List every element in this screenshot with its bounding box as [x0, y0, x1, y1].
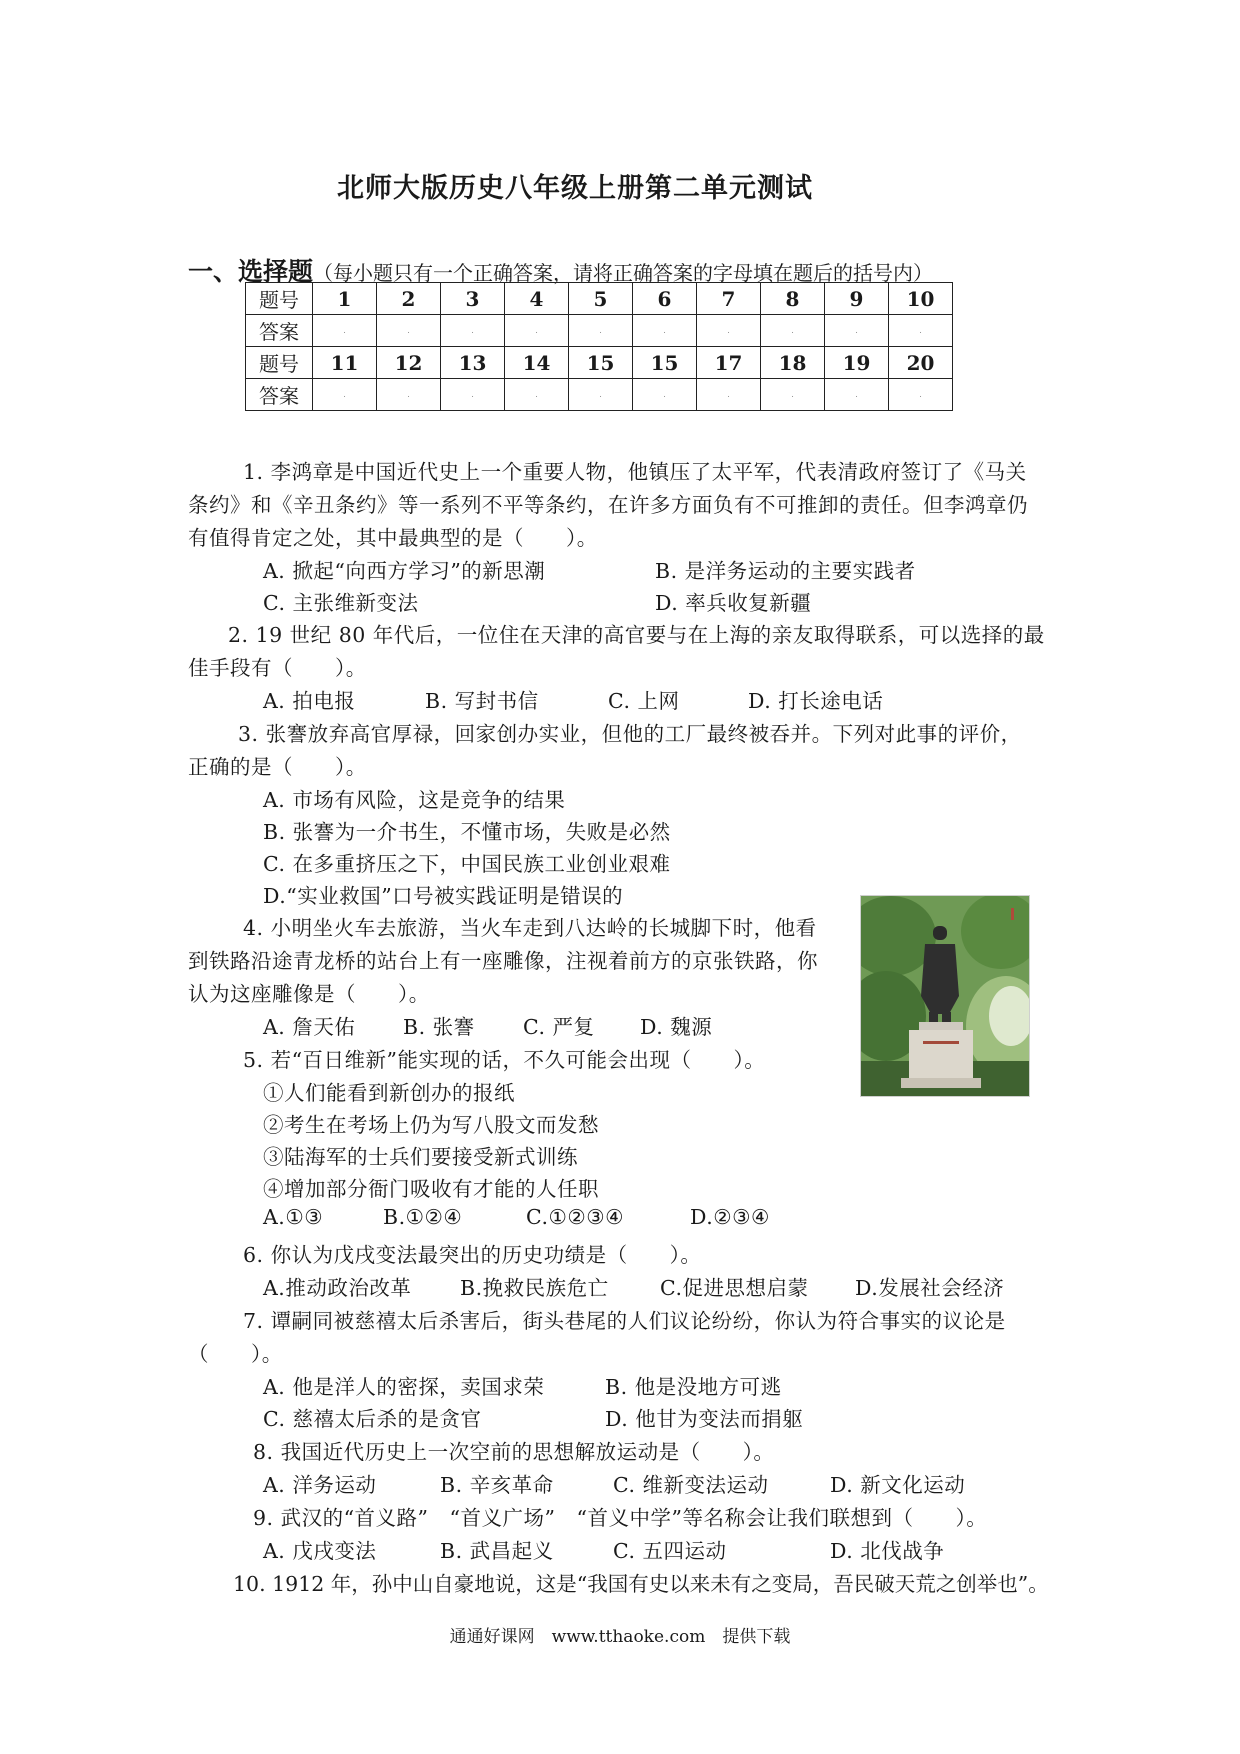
answer-cell[interactable]: . [697, 379, 761, 411]
num-cell: 15 [569, 347, 633, 379]
q8-option-b[interactable]: B. 辛亥革命 [440, 1473, 554, 1497]
num-cell: 18 [761, 347, 825, 379]
answer-cell[interactable]: . [569, 315, 633, 347]
num-cell: 19 [825, 347, 889, 379]
ans-label: 答案 [246, 315, 313, 347]
q5-item: ③陆海军的士兵们要接受新式训练 [263, 1145, 578, 1169]
q7-line: 7. 谭嗣同被慈禧太后杀害后，街头巷尾的人们议论纷纷，你认为符合事实的议论是 [243, 1309, 1006, 1333]
num-cell: 5 [569, 283, 633, 315]
num-cell: 2 [377, 283, 441, 315]
q7-option-b[interactable]: B. 他是没地方可逃 [605, 1375, 782, 1399]
answer-cell[interactable]: . [761, 315, 825, 347]
q1-option-b[interactable]: B. 是洋务运动的主要实践者 [655, 559, 916, 583]
answer-cell[interactable]: . [313, 315, 377, 347]
num-cell: 15 [633, 347, 697, 379]
num-cell: 12 [377, 347, 441, 379]
q5-option-c[interactable]: C.①②③④ [526, 1205, 624, 1229]
q2-option-b[interactable]: B. 写封书信 [425, 689, 539, 713]
q7-option-d[interactable]: D. 他甘为变法而捐躯 [605, 1407, 804, 1431]
page-title: 北师大版历史八年级上册第二单元测试 [337, 173, 813, 204]
answer-cell[interactable]: . [889, 379, 953, 411]
q8-option-d[interactable]: D. 新文化运动 [830, 1473, 966, 1497]
num-cell: 3 [441, 283, 505, 315]
answer-cell[interactable]: . [825, 379, 889, 411]
q4-line: 到铁路沿途青龙桥的站台上有一座雕像，注视着前方的京张铁路，你 [188, 949, 818, 973]
q1-line: 条约》和《辛丑条约》等一系列不平等条约，在许多方面负有不可推卸的责任。但李鸿章仍 [188, 493, 1028, 517]
answer-table-row-num-2 [246, 347, 953, 379]
section-title: 一、选择题 [188, 257, 314, 286]
q4-option-a[interactable]: A. 詹天佑 [263, 1015, 356, 1039]
ans-label: 答案 [246, 379, 313, 411]
num-cell: 14 [505, 347, 569, 379]
q7-line: （ ）。 [188, 1342, 283, 1366]
q9-option-c[interactable]: C. 五四运动 [613, 1539, 727, 1563]
answer-cell[interactable]: . [633, 315, 697, 347]
q9-option-a[interactable]: A. 戊戌变法 [263, 1539, 377, 1563]
answer-table-row-num-1 [246, 283, 953, 315]
section-note: （每小题只有一个正确答案，请将正确答案的字母填在题后的括号内） [313, 261, 934, 285]
q4-line: 认为这座雕像是（ ）。 [188, 982, 430, 1006]
num-cell: 8 [761, 283, 825, 315]
q6-option-d[interactable]: D.发展社会经济 [855, 1276, 1005, 1300]
answer-cell[interactable]: . [377, 379, 441, 411]
q8-option-c[interactable]: C. 维新变法运动 [613, 1473, 769, 1497]
q2-line: 2. 19 世纪 80 年代后，一位住在天津的高官要与在上海的亲友取得联系，可以选择的最 [228, 623, 1045, 647]
q6-option-c[interactable]: C.促进思想启蒙 [660, 1276, 809, 1300]
q5-line: 5. 若“百日维新”能实现的话，不久可能会出现（ ）。 [243, 1048, 766, 1072]
q9-option-b[interactable]: B. 武昌起义 [440, 1539, 554, 1563]
num-cell: 11 [313, 347, 377, 379]
q10-line: 10. 1912 年，孙中山自豪地说，这是“我国有史以来未有之变局，吾民破天荒之创举也”。 [233, 1572, 1049, 1596]
num-cell: 10 [889, 283, 953, 315]
num-cell: 7 [697, 283, 761, 315]
q5-option-d[interactable]: D.②③④ [690, 1205, 770, 1229]
answer-cell[interactable]: . [377, 315, 441, 347]
q9-line: 9. 武汉的“首义路” “首义广场” “首义中学”等名称会让我们联想到（ ）。 [253, 1506, 988, 1530]
q6-option-a[interactable]: A.推动政治改革 [263, 1276, 412, 1300]
q6-line: 6. 你认为戊戌变法最突出的历史功绩是（ ）。 [243, 1243, 702, 1267]
statue-photo [860, 895, 1030, 1097]
answer-cell[interactable]: . [505, 379, 569, 411]
q1-option-c[interactable]: C. 主张维新变法 [263, 591, 419, 615]
num-cell: 17 [697, 347, 761, 379]
q7-option-a[interactable]: A. 他是洋人的密探，卖国求荣 [263, 1375, 545, 1399]
q5-option-a[interactable]: A.①③ [263, 1205, 324, 1229]
answer-cell[interactable]: . [505, 315, 569, 347]
q5-item: ①人们能看到新创办的报纸 [263, 1081, 515, 1105]
q1-option-d[interactable]: D. 率兵收复新疆 [655, 591, 812, 615]
q9-option-d[interactable]: D. 北伐战争 [830, 1539, 945, 1563]
q3-option-a[interactable]: A. 市场有风险，这是竞争的结果 [263, 788, 566, 812]
q8-line: 8. 我国近代历史上一次空前的思想解放运动是（ ）。 [253, 1440, 775, 1464]
q1-option-a[interactable]: A. 掀起“向西方学习”的新思潮 [263, 559, 546, 583]
answer-cell[interactable]: . [441, 315, 505, 347]
q1-line: 有值得肯定之处，其中最典型的是（ ）。 [188, 526, 598, 550]
num-cell: 13 [441, 347, 505, 379]
q5-option-b[interactable]: B.①②④ [383, 1205, 463, 1229]
q4-option-c[interactable]: C. 严复 [523, 1015, 595, 1039]
num-label: 题号 [246, 283, 313, 315]
q8-option-a[interactable]: A. 洋务运动 [263, 1473, 377, 1497]
q3-line: 正确的是（ ）。 [188, 755, 367, 779]
q6-option-b[interactable]: B.挽救民族危亡 [460, 1276, 609, 1300]
q3-option-b[interactable]: B. 张謇为一介书生，不懂市场，失败是必然 [263, 820, 671, 844]
q5-item: ④增加部分衙门吸收有才能的人任职 [263, 1177, 599, 1201]
footer-source: 通通好课网 www.tthaoke.com 提供下载 [449, 1627, 791, 1647]
answer-cell[interactable]: . [313, 379, 377, 411]
num-cell: 6 [633, 283, 697, 315]
num-label: 题号 [246, 347, 313, 379]
q3-option-c[interactable]: C. 在多重挤压之下，中国民族工业创业艰难 [263, 852, 671, 876]
answer-table-row-ans-1 [246, 315, 953, 347]
answer-cell[interactable]: . [441, 379, 505, 411]
q2-option-c[interactable]: C. 上网 [608, 689, 680, 713]
answer-cell[interactable]: . [889, 315, 953, 347]
q4-line: 4. 小明坐火车去旅游，当火车走到八达岭的长城脚下时，他看 [243, 916, 817, 940]
q2-line: 佳手段有（ ）。 [188, 656, 367, 680]
q2-option-a[interactable]: A. 拍电报 [263, 689, 356, 713]
statue-photo-graphic [861, 896, 1029, 1096]
answer-cell[interactable]: . [825, 315, 889, 347]
q5-item: ②考生在考场上仍为写八股文而发愁 [263, 1113, 599, 1137]
q2-option-d[interactable]: D. 打长途电话 [748, 689, 884, 713]
num-cell: 4 [505, 283, 569, 315]
answer-table [245, 282, 953, 411]
num-cell: 1 [313, 283, 377, 315]
q3-option-d[interactable]: D.“实业救国”口号被实践证明是错误的 [263, 884, 624, 908]
answer-cell[interactable]: . [569, 379, 633, 411]
answer-cell[interactable]: . [633, 379, 697, 411]
q7-option-c[interactable]: C. 慈禧太后杀的是贪官 [263, 1407, 482, 1431]
q3-line: 3. 张謇放弃高官厚禄，回家创办实业，但他的工厂最终被吞并。下列对此事的评价， [238, 722, 1022, 746]
q4-option-d[interactable]: D. 魏源 [640, 1015, 713, 1039]
answer-cell[interactable]: . [761, 379, 825, 411]
answer-table-row-ans-2 [246, 379, 953, 411]
q1-line: 1. 李鸿章是中国近代史上一个重要人物，他镇压了太平军，代表清政府签订了《马关 [243, 460, 1027, 484]
answer-cell[interactable]: . [697, 315, 761, 347]
q4-option-b[interactable]: B. 张謇 [403, 1015, 475, 1039]
num-cell: 9 [825, 283, 889, 315]
num-cell: 20 [889, 347, 953, 379]
